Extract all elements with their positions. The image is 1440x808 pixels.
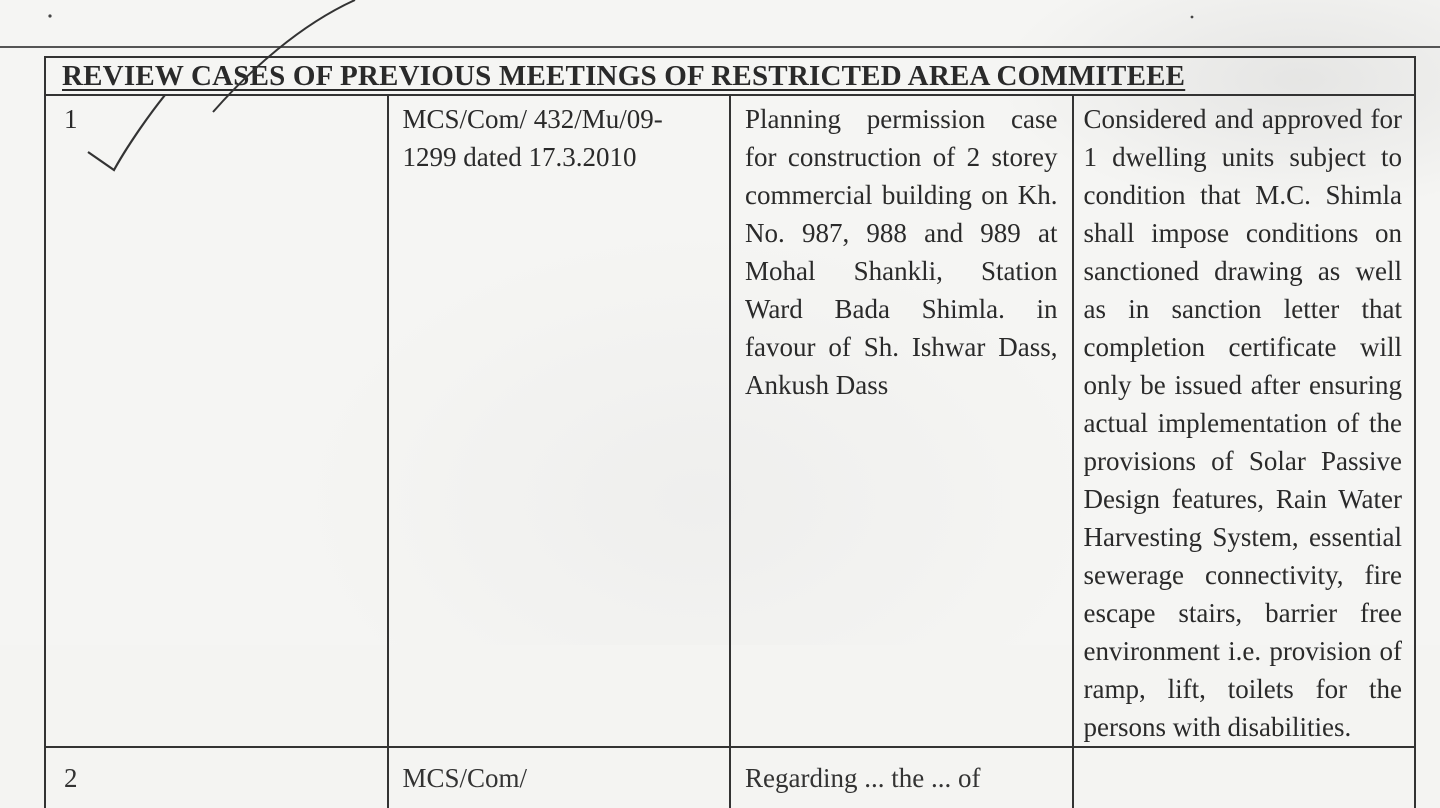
table-row <box>45 95 1415 747</box>
case-reference: MCS/Com/ 432/Mu/09-1299 dated 17.3.2010 <box>388 95 731 747</box>
case-number: 2 <box>45 747 388 808</box>
case-decision: Considered and approved for 1 dwelling units subject to condition that M.C. Shimla shall impose conditions on sanctioned drawing as well as in sanction letter that completion certificate will only be issued after ensuring actual implementation of the provisions of Solar Passive Design features, Rain Water Harvesting System, essential sewerage connectivity, fire escape stairs, barrier free environment i.e. provision of ramp, lift, toilets for the persons with disabilities. <box>1073 95 1416 747</box>
case-description: Planning permission case for construction of 2 storey commercial building on Kh. No. 987, 988 and 989 at Mohal Shankli, Station Ward Bada Shimla. in favour of Sh. Ishwar Dass, Ankush Dass <box>730 95 1073 747</box>
case-number: 1 <box>45 95 388 747</box>
review-cases-table <box>44 56 1416 808</box>
table-heading-row <box>45 57 1415 95</box>
case-reference: MCS/Com/ <box>388 747 731 808</box>
section-heading: REVIEW CASES OF PREVIOUS MEETINGS OF RESTRICTED AREA COMMITEEE <box>62 60 1186 92</box>
section-heading-cell <box>45 57 1415 95</box>
top-rule-line <box>0 46 1440 48</box>
case-decision <box>1073 747 1416 808</box>
case-description: Regarding ... the ... of <box>730 747 1073 808</box>
table-row <box>45 747 1415 808</box>
